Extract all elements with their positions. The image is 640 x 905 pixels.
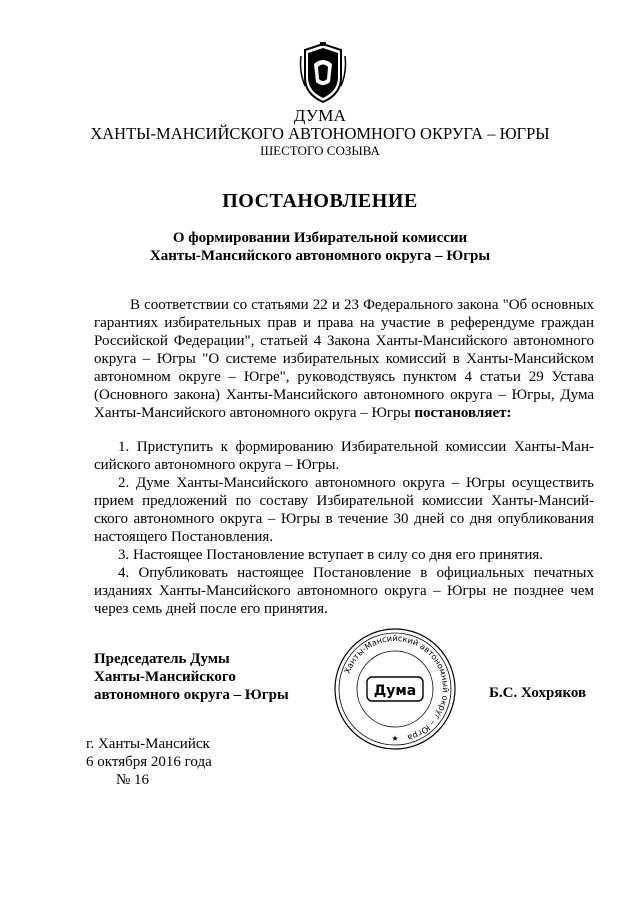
body-line: ского автономного округа – Югры в течение 30 дней со дня опубликования [94, 511, 594, 527]
document-title-line: О формировании Избирательной комиссии [172, 230, 468, 246]
stamp-star-icon: ★ [391, 734, 399, 743]
body-line: (Основного закона) Ханты-Мансийского автономного округа – Югры, Дума [94, 387, 594, 403]
body-line: сийского автономного округа – Югры. [94, 457, 340, 473]
organization-name: ДУМА [293, 106, 347, 125]
body-line: Российской Федерации", статьей 4 Закона Ханты-Мансийского автономного [94, 333, 594, 349]
signatory-position [94, 650, 289, 704]
document-type: ПОСТАНОВЛЕНИЕ [222, 190, 418, 212]
body-line [94, 404, 594, 422]
body-line: В соответствии со статьями 22 и 23 Федерального закона "Об основных [130, 297, 594, 313]
official-stamp [333, 627, 457, 751]
coat-of-arms-icon [299, 42, 347, 104]
resolves-word: постановляет: [414, 405, 512, 421]
document-place: г. Ханты-Мансийск [86, 736, 210, 752]
convocation: ШЕСТОГО СОЗЫВА [260, 143, 380, 158]
document-title-line: Ханты-Мансийского автономного округа – Югры [149, 248, 491, 264]
body-line: округа – Югры "О системе избирательных комиссий в Ханты-Мансийском [94, 351, 594, 367]
region-name: ХАНТЫ-МАНСИЙСКОГО АВТОНОМНОГО ОКРУГА – ЮГРЫ [90, 124, 550, 143]
body-text: Ханты-Мансийского автономного округа – Югры [94, 405, 411, 421]
body-line: через семь дней после его принятия. [94, 601, 328, 617]
body-line: изданиях Ханты-Мансийского автономного округа – Югры не позднее чем [94, 583, 594, 599]
body-line: 1. Приступить к формированию Избирательной комиссии Ханты-Ман- [118, 439, 594, 455]
stamp-center-text: Дума [373, 683, 417, 699]
signatory-position-line: Председатель Думы [94, 651, 230, 667]
signatory-position-line: автономного округа – Югры [94, 687, 289, 703]
document-number: № 16 [116, 772, 150, 788]
document-date: 6 октября 2016 года [86, 754, 212, 770]
body-line: настоящего Постановления. [94, 529, 274, 545]
stamp-ring-text: Ханты-Мансийский автономный округ – Югра [341, 632, 452, 744]
body-line: автономном округе – Югре", руководствуясь пунктом 4 статьи 29 Устава [94, 369, 594, 385]
signatory-position-line: Ханты-Мансийского [94, 669, 236, 685]
body-line: 2. Думе Ханты-Мансийского автономного округа – Югры осуществить [118, 475, 594, 491]
body-line: прием предложений по составу Избирательной комиссии Ханты-Мансий- [94, 493, 594, 509]
document-details [86, 735, 212, 789]
body-line: 4. Опубликовать настоящее Постановление в официальных печатных [118, 565, 594, 581]
signatory-name: Б.С. Хохряков [489, 685, 587, 701]
document-title [0, 229, 640, 265]
body-line: гарантиях избирательных прав и права на участие в референдуме граждан [94, 315, 594, 331]
body-line: 3. Настоящее Постановление вступает в силу со дня его принятия. [118, 547, 544, 563]
